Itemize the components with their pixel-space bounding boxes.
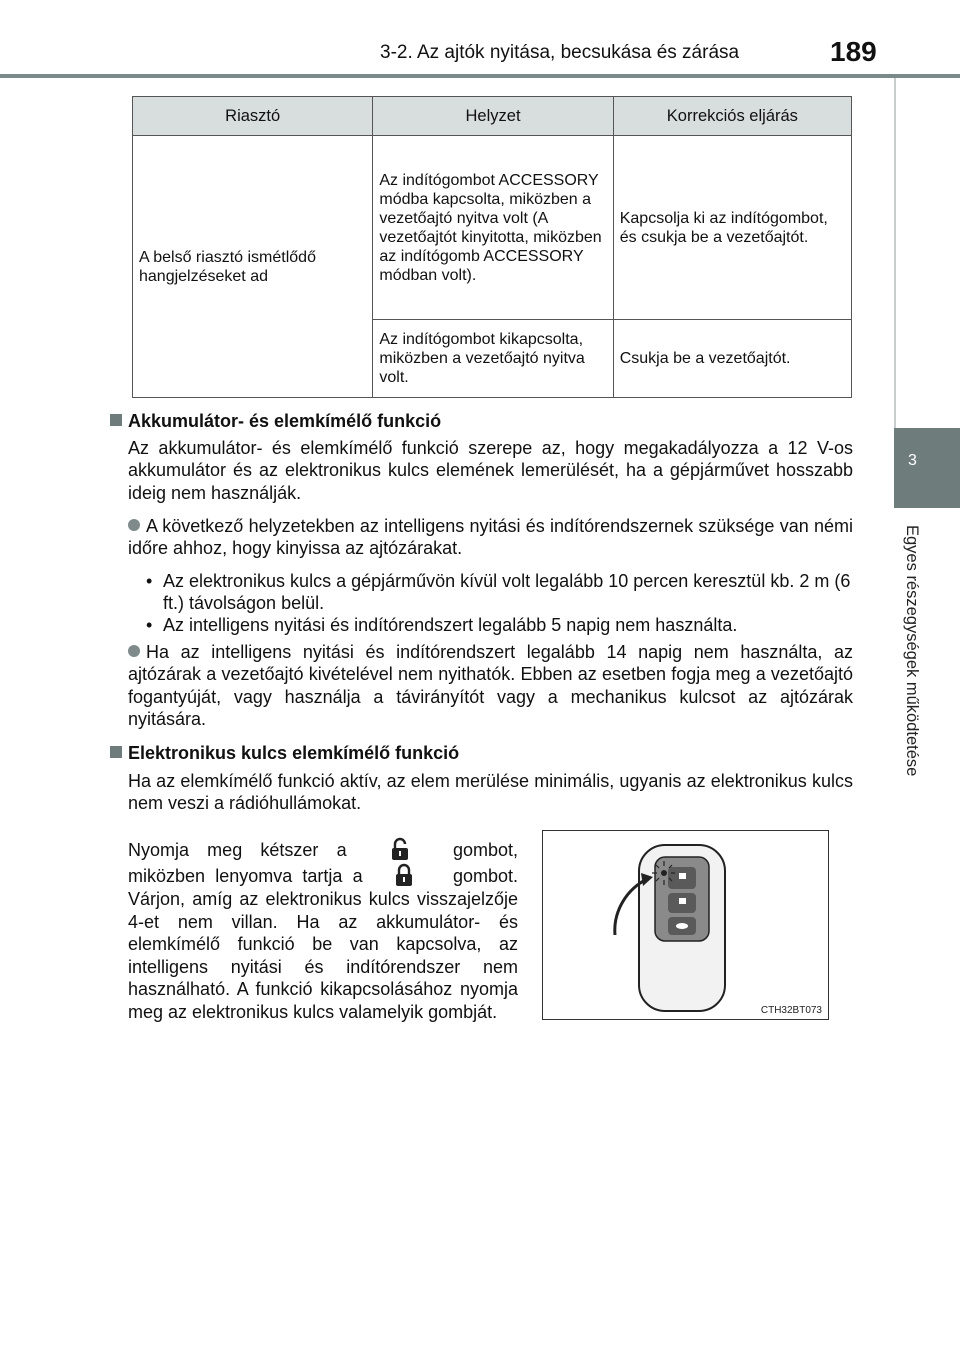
paragraph: Ha az elemkímélő funkció aktív, az elem merülése minimális, ugyanis az elektronikus kulcs nem veszi a rádióhullámokat. <box>128 771 853 814</box>
square-bullet-icon <box>110 746 122 758</box>
bullet-icon: • <box>146 615 153 635</box>
column-header: Korrekciós eljárás <box>613 97 851 136</box>
instruction-text: gombot. <box>452 866 518 886</box>
procedure-cell: Csukja be a vezetőajtót. <box>613 320 851 398</box>
section-heading <box>110 742 855 764</box>
table-header-row <box>133 97 852 136</box>
situation-cell: Az indítógombot kikapcsolta, miközben a vezetőajtó nyitva volt. <box>373 320 613 398</box>
procedure-cell: Kapcsolja ki az indítógombot, és csukja be a vezetőajtót. <box>613 136 851 320</box>
column-header: Helyzet <box>373 97 613 136</box>
instruction-text: Várjon, amíg az elektronikus kulcs visszajelzője 4-et nem villan. Ha az akkumulátor- és elemkímélő funkció be van kapcsolva, az intelligens nyitási és indítórendszer nem használható. A funkció kikapcsolásához nyomja meg az elektronikus kulcs valamelyik gombját. <box>128 889 518 1022</box>
heading-text: Akkumulátor- és elemkímélő funkció <box>128 411 442 431</box>
instruction-text: Nyomja meg kétszer a <box>128 840 347 860</box>
chapter-label: Egyes részegységek működtetése <box>903 525 921 777</box>
column-header: Riasztó <box>133 97 373 136</box>
sub-list-item <box>146 570 866 615</box>
list-item <box>128 515 853 560</box>
section-heading <box>110 410 855 432</box>
sub-list-item <box>146 614 866 636</box>
square-bullet-icon <box>110 414 122 426</box>
paragraph: Az akkumulátor- és elemkímélő funkció szerepe az, hogy megakadályozza a 12 V-os akkumulátor és az elektronikus kulcs elemének lemerülését, ha a gépjárművet hosszabb ideig nem használják. <box>128 438 853 503</box>
bullet-icon: • <box>146 571 153 591</box>
chapter-number: 3 <box>908 452 917 469</box>
alarm-cell: A belső riasztó ismétlődő hangjelzéseket ad <box>133 136 373 398</box>
figure-code: CTH32BT073 <box>760 1005 822 1016</box>
circle-bullet-icon <box>128 519 140 531</box>
list-item <box>128 641 853 730</box>
situation-cell: Az indítógombot ACCESSORY módba kapcsolta, miközben a vezetőajtó nyitva volt (A vezetőajtót kinyitotta, miközben az indítógomb ACCESSORY módban volt). <box>373 136 613 320</box>
side-divider <box>894 78 896 428</box>
section-title: 3-2. Az ajtók nyitása, becsukása és zárása <box>380 42 740 63</box>
header-rule <box>0 74 960 78</box>
heading-text: Elektronikus kulcs elemkímélő funkció <box>128 743 460 763</box>
instruction-text: gombot, miközben lenyomva tartja a <box>128 840 518 886</box>
list-item-text: Ha az intelligens nyitási és indítórendszert legalább 14 napig nem használta, az ajtózárak a vezetőajtó kivételével nem nyithatók. Ebben az esetben fogja meg a vezetőajtó fogantyúját, vagy használja a távirányítót vagy a mechanikus kulcsot az ajtózárak nyitására. <box>128 642 853 729</box>
table-row <box>133 136 852 320</box>
unlock-icon <box>387 836 413 862</box>
sub-list-item-text: Az intelligens nyitási és indítórendszert legalább 5 napig nem használta. <box>163 615 738 635</box>
sub-list-item-text: Az elektronikus kulcs a gépjárművön kívül volt legalább 10 percen keresztül kb. 2 m (6 ft.) távolságon belül. <box>163 571 851 614</box>
list-item-text: A következő helyzetekben az intelligens nyitási és indítórendszernek szüksége van némi időre ahhoz, hogy kinyissa az ajtózárakat. <box>128 516 853 559</box>
page-number: 189 <box>830 36 877 67</box>
electronic-key-illustration <box>543 831 828 1019</box>
lock-icon <box>391 862 417 888</box>
instruction-paragraph <box>128 836 518 1023</box>
chapter-tab <box>894 428 960 508</box>
circle-bullet-icon <box>128 645 140 657</box>
alarm-table <box>132 96 852 398</box>
key-figure <box>542 830 829 1020</box>
